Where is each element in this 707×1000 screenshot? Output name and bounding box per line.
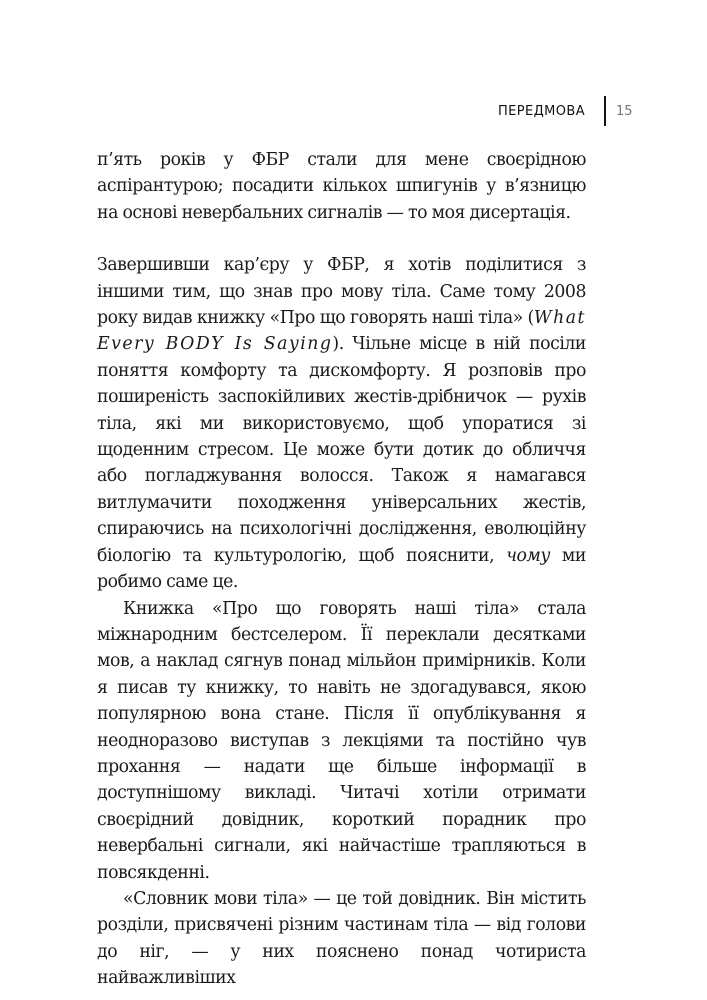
paragraph-2-end: ми робимо саме це. [97,545,586,593]
paragraph-2 [97,252,586,595]
body-text [97,147,586,992]
paragraph-4: «Словник мови тіла» — це той довідник. Він містить розділи, присвячені різним частинам тіла — від голови до ніг, — у них пояснено понад чотириста найважливіших [97,888,586,989]
header-divider [604,96,606,126]
paragraph-3: Книжка «Про що говорять наші тіла» стала міжнародним бестселером. Її переклали десятками мов, а наклад сягнув понад мільйон примірників. Коли я писав ту книжку, то навіть не здогадувався, якою популярною вона стане. Після її опублікування я неодноразово виступав з лекціями та постійно чув прохання — надати ще більше інформації в доступнішому викладі. Читачі хотіли отримати своєрідний довідник, короткий порадник про невербальні сигнали, які найчастіше трапляються в повсякденні. [97,598,586,883]
paragraph-2-middle: ). Чільне місце в ній посіли поняття комфорту та дискомфорту. Я розповів про поширеність заспокійливих жестів-дрібничок — рухів тіла, які ми використовуємо, щоб упоратися зі щоденним стресом. Це може бути дотик до обличчя або погладжування волосся. Також я намагався витлумачити походження універсальних жестів, спираючись на психологічні дослідження, еволюційну біологію та культурологію, щоб пояснити, [97,334,586,566]
page-number: 15 [616,104,633,119]
running-title: ПЕРЕДМОВА [497,104,585,119]
book-title-original: What Every BODY Is Saying [97,308,586,355]
emphasis-why: чому [506,545,550,566]
running-header [0,96,707,126]
paragraph-2-start: Завершивши кар’єру у ФБР, я хотів поділитися з іншими тим, що знав про мову тіла. Саме тому 2008 року видав книжку «Про що говорять наші тіла» ( [97,255,586,329]
paragraph-1: п’ять років у ФБР стали для мене своєрідною аспірантурою; посадити кількох шпигунів у в’язницю на основі невербальних сигналів — то моя дисертація. [97,150,586,223]
